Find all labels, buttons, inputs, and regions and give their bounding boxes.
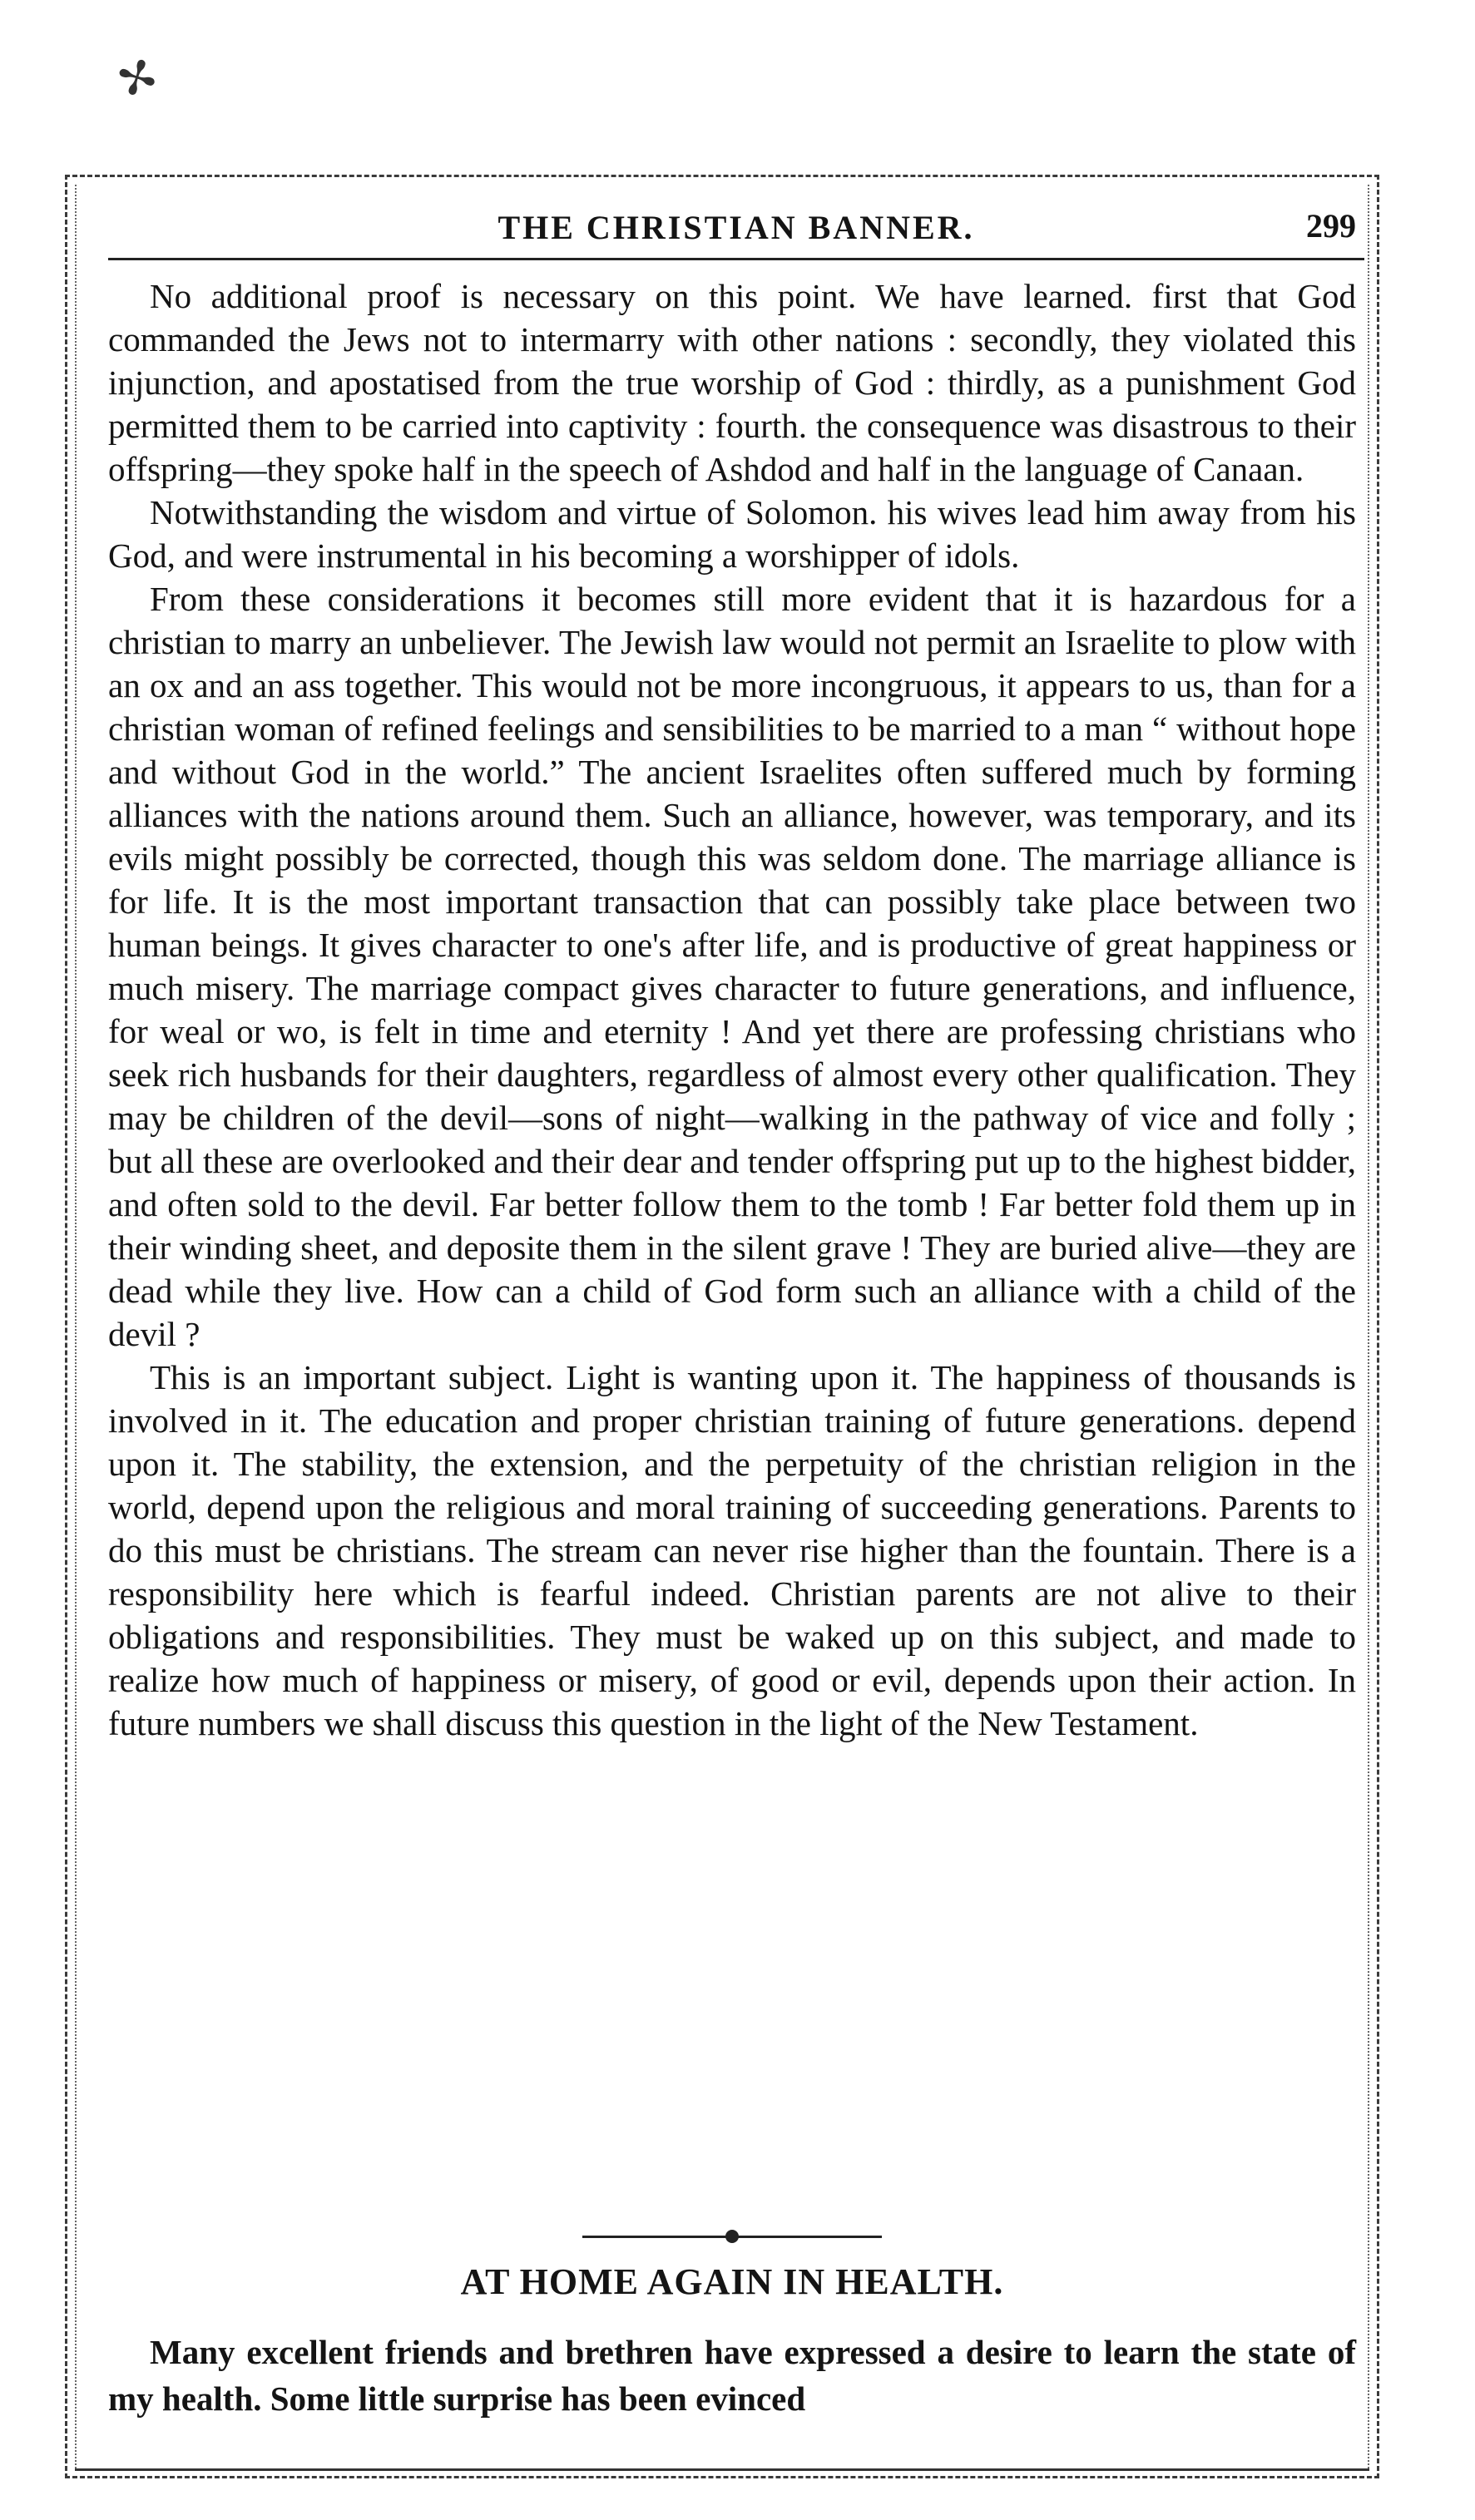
paragraph-2: Notwithstanding the wisdom and virtue of Solomon. his wives lead him away from his God, and were instrumental in his becoming a worshipper of idols. xyxy=(108,493,1356,575)
article-body xyxy=(108,274,1356,1745)
paragraph-1: No additional proof is necessary on this point. We have learned. first that God commanded the Jews not to intermarry with other nations : secondly, they violated this injunction, and apostatised from the true worship of God : thirdly, as a punishment God permitted them to be carried into captivity : fourth. the consequence was disastrous to their offspring—they spoke half in the speech of Ashdod and half in the language of Canaan. xyxy=(108,277,1356,488)
page-number: 299 xyxy=(1306,207,1356,245)
bottom-rule xyxy=(75,2468,1369,2471)
corner-ink-mark: ✢ xyxy=(108,45,165,111)
section-body xyxy=(108,2329,1356,2422)
running-header xyxy=(108,200,1364,260)
divider-ornament xyxy=(725,2230,739,2243)
section-heading: AT HOME AGAIN IN HEALTH. xyxy=(460,2261,1004,2302)
paragraph-4: This is an important subject. Light is wanting upon it. The happiness of thousands is involved in it. The education and proper christian training of future generations. depend upon it. The stability, the extension, and the perpetuity of the christian religion in the world, depend upon the religious and moral training of succeeding generations. Parents to do this must be christians. The stream can never rise higher than the fountain. There is a responsibility here which is fearful indeed. Christian parents are not alive to their obligations and responsibilities. They must be waked up on this subject, and made to realize how much of happiness or misery, of good or evil, depends upon their action. In future numbers we shall discuss this question in the light of the New Testament. xyxy=(108,1358,1356,1742)
paragraph-3: From these considerations it becomes still more evident that it is hazardous for a christian to marry an unbeliever. The Jewish law would not permit an Israelite to plow with an ox and an ass together. This would not be more incongruous, it appears to us, than for a christian woman of refined feelings and sensibilities to be married to a man “ without hope and without God in the world.” The ancient Israelites often suffered much by forming alliances with the nations around them. Such an alliance, however, was temporary, and its evils might possibly be corrected, though this was seldom done. The marriage alliance is for life. It is the most important transaction that can possibly take place between two human beings. It gives character to one's after life, and is productive of great happiness or much misery. The marriage compact gives character to future generations, and influence, for weal or wo, is felt in time and eternity ! And yet there are professing christians who seek rich husbands for their daughters, regardless of almost every other qualification. They may be children of the devil—sons of night—walking in the pathway of vice and folly ; but all these are overlooked and their dear and tender offspring put up to the highest bidder, and often sold to the devil. Far better follow them to the tomb ! Far better fold them up in their winding sheet, and deposite them in the silent grave ! They are buried alive—they are dead while they live. How can a child of God form such an alliance with a child of the devil ? xyxy=(108,580,1356,1353)
section-opening-paragraph: Many excellent friends and brethren have expressed a desire to learn the state of my health. Some little surprise has been evinced xyxy=(108,2333,1356,2418)
journal-title: THE CHRISTIAN BANNER. xyxy=(497,209,975,246)
